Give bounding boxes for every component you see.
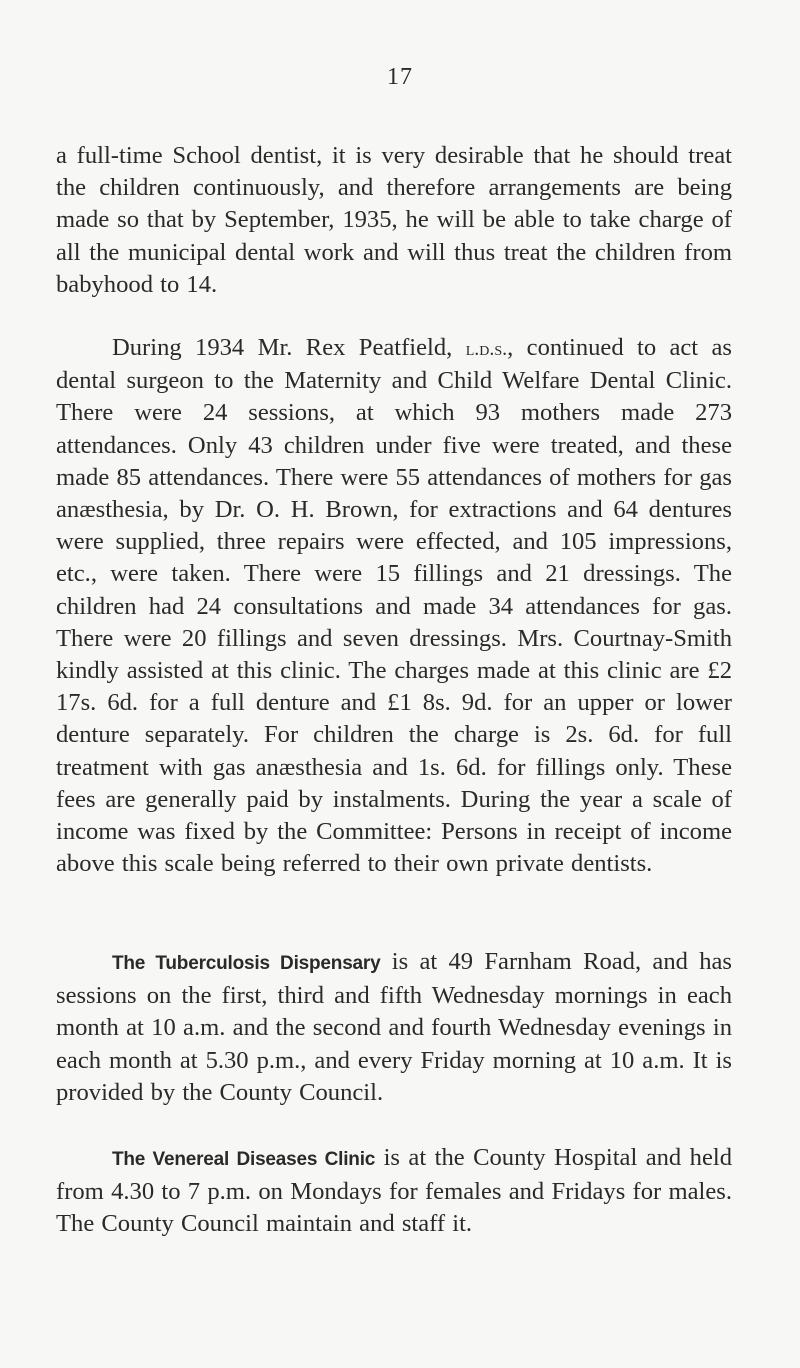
paragraph-maternity-dental-clinic xyxy=(56,332,732,880)
paragraph-body: is at the County Hospital and held from 4.30 to 7 p.m. on Mondays for females and Fridays for males. The County Council maintain and staff it. xyxy=(56,1144,732,1238)
paragraph-tuberculosis-dispensary xyxy=(56,946,732,1109)
paragraph-text xyxy=(56,1142,732,1241)
paragraph-text-start: During 1934 Mr. Rex Peatfield, xyxy=(112,334,466,361)
paragraph-school-dentist xyxy=(56,140,732,301)
run-in-heading: The Venereal Diseases Clinic xyxy=(112,1149,376,1170)
run-in-heading: The Tuberculosis Dispensary xyxy=(112,953,381,974)
paragraph-text-rest: , continued to act as dental surgeon to the Maternity and Child Welfare Dental Clinic. There were 24 sessions, at which 93 mothers made 273 attendances. Only 43 children under five were treated, and these made 85 attendances. There were 55 attendances of mothers for gas anæsthesia, by Dr. O. H. Brown, for extractions and 64 dentures were supplied, three repairs were effected, and 105 impressions, etc., were taken. There were 15 fillings and 21 dressings. The children had 24 consultations and made 34 attendances for gas. There were 20 fillings and seven dressings. Mrs. Courtnay-Smith kindly assisted at this clinic. The charges made at this clinic are £2 17s. 6d. for a full denture and £1 8s. 9d. for an upper or lower denture separately. For children the charge is 2s. 6d. for full treatment with gas anæsthesia and 1s. 6d. for fillings only. These fees are generally paid by instalments. During the year a scale of income was fixed by the Committee: Persons in receipt of income above this scale being referred to their own private dentists. xyxy=(56,334,732,878)
page-number: 17 xyxy=(387,64,413,90)
qualification-abbreviation: l.d.s. xyxy=(465,338,508,360)
paragraph-venereal-diseases-clinic xyxy=(56,1142,732,1241)
paragraph-text xyxy=(56,946,732,1109)
paragraph-text xyxy=(56,332,732,880)
paragraph-body: is at 49 Farnham Road, and has sessions on the first, third and fifth Wednesday mornings in each month at 10 a.m. and the second and fourth Wednesday evenings in each month at 5.30 p.m., and every Friday morning at 10 a.m. It is provided by the County Council. xyxy=(56,948,732,1106)
paragraph-text: a full-time School dentist, it is very desirable that he should treat the children continuously, and therefore arrangements are being made so that by September, 1935, he will be able to take charge of all the municipal dental work and will thus treat the children from babyhood to 14. xyxy=(56,142,732,298)
